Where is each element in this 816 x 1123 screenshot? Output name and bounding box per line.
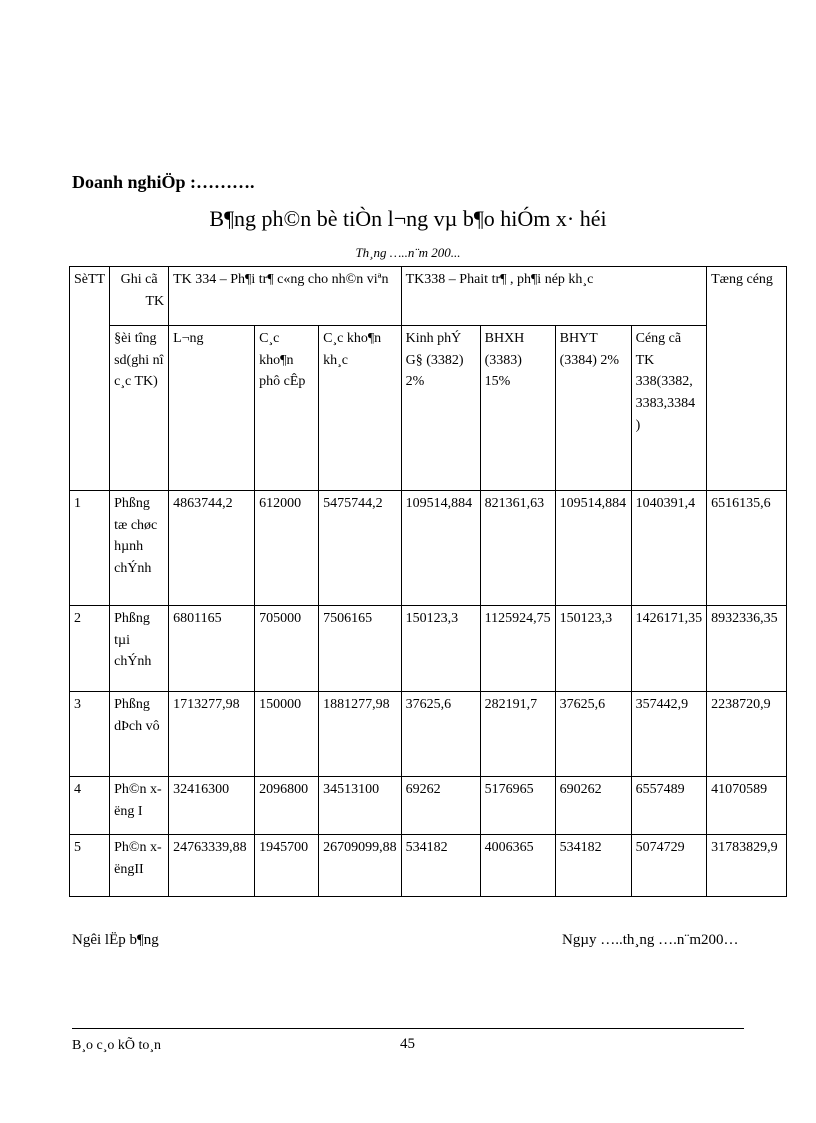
cell-grand-total: 2238720,9 xyxy=(707,692,787,777)
cell-grand-total: 41070589 xyxy=(707,777,787,835)
preparer-label: Ngêi lËp b¶ng xyxy=(72,932,159,948)
period-line: Th¸ng …..n¨m 200... xyxy=(355,245,461,260)
cell-social-insurance: 4006365 xyxy=(480,835,555,897)
footer-divider xyxy=(72,1028,744,1029)
cell-allowance: 1945700 xyxy=(255,835,319,897)
cell-other: 1881277,98 xyxy=(319,692,402,777)
table-row xyxy=(70,692,787,777)
table-row xyxy=(70,835,787,897)
company-name: Doanh nghiÖp :………. xyxy=(72,172,255,192)
cell-salary: 32416300 xyxy=(169,777,255,835)
cell-other: 26709099,88 xyxy=(319,835,402,897)
cell-grand-total: 8932336,35 xyxy=(707,606,787,692)
row-stt: 3 xyxy=(70,692,110,777)
cell-allowance: 2096800 xyxy=(255,777,319,835)
header-account xyxy=(110,267,169,326)
header-total: Tæng céng xyxy=(707,267,787,491)
cell-social-insurance: 282191,7 xyxy=(480,692,555,777)
cell-allowance: 150000 xyxy=(255,692,319,777)
signature-date-line: Ngµy …..th¸ng ….n¨m200… xyxy=(562,932,739,948)
header-health-insurance: BHYT (3384) 2% xyxy=(555,326,631,491)
header-other: C¸c kho¶n kh¸c xyxy=(319,326,402,491)
header-social-insurance: BHXH (3383) 15% xyxy=(480,326,555,491)
cell-other: 7506165 xyxy=(319,606,402,692)
cell-union-fee: 69262 xyxy=(401,777,480,835)
header-stt: SèTT xyxy=(70,267,110,491)
header-debit-object: §èi tîng sd(ghi nî c¸c TK) xyxy=(110,326,169,491)
row-name: Ph©n xëngII xyxy=(110,835,169,897)
row-name: Phßng dÞch vô xyxy=(110,692,169,777)
cell-social-insurance: 1125924,75 xyxy=(480,606,555,692)
cell-other: 34513100 xyxy=(319,777,402,835)
table-row xyxy=(70,491,787,606)
cell-health-insurance: 109514,884 xyxy=(555,491,631,606)
cell-total-338: 6557489 xyxy=(631,777,707,835)
cell-total-338: 1040391,4 xyxy=(631,491,707,606)
cell-total-338: 357442,9 xyxy=(631,692,707,777)
cell-allowance: 612000 xyxy=(255,491,319,606)
cell-social-insurance: 5176965 xyxy=(480,777,555,835)
table-row xyxy=(70,606,787,692)
header-group-338: TK338 – Phait tr¶ , ph¶i nép kh¸c xyxy=(401,267,706,326)
row-stt: 4 xyxy=(70,777,110,835)
header-allowance: C¸c kho¶n phô cÊp xyxy=(255,326,319,491)
header-group-334: TK 334 – Ph¶i tr¶ c«ng cho nh©n viªn xyxy=(169,267,402,326)
page-number: 45 xyxy=(400,1036,415,1052)
row-name: Phßng tµi chÝnh xyxy=(110,606,169,692)
row-stt: 2 xyxy=(70,606,110,692)
cell-union-fee: 150123,3 xyxy=(401,606,480,692)
header-salary: L¬ng xyxy=(169,326,255,491)
cell-grand-total: 6516135,6 xyxy=(707,491,787,606)
table-row xyxy=(70,777,787,835)
row-stt: 1 xyxy=(70,491,110,606)
payroll-allocation-table xyxy=(69,266,787,897)
cell-health-insurance: 37625,6 xyxy=(555,692,631,777)
cell-union-fee: 109514,884 xyxy=(401,491,480,606)
cell-salary: 6801165 xyxy=(169,606,255,692)
report-label: B¸o c¸o kÕ to¸n xyxy=(72,1038,162,1053)
cell-grand-total: 31783829,9 xyxy=(707,835,787,897)
cell-total-338: 1426171,35 xyxy=(631,606,707,692)
cell-health-insurance: 150123,3 xyxy=(555,606,631,692)
cell-salary: 4863744,2 xyxy=(169,491,255,606)
cell-salary: 1713277,98 xyxy=(169,692,255,777)
cell-total-338: 5074729 xyxy=(631,835,707,897)
header-account-line2: TK xyxy=(145,293,165,309)
cell-union-fee: 534182 xyxy=(401,835,480,897)
header-account-line1: Ghi cã xyxy=(120,272,158,287)
cell-health-insurance: 690262 xyxy=(555,777,631,835)
cell-social-insurance: 821361,63 xyxy=(480,491,555,606)
row-stt: 5 xyxy=(70,835,110,897)
cell-other: 5475744,2 xyxy=(319,491,402,606)
header-union-fee: Kinh phÝ G§ (3382) 2% xyxy=(401,326,480,491)
cell-allowance: 705000 xyxy=(255,606,319,692)
header-total-338: Céng cã TK 338(3382, 3383,3384 ) xyxy=(631,326,707,491)
cell-union-fee: 37625,6 xyxy=(401,692,480,777)
row-name: Phßng tæ chøc hµnh chÝnh xyxy=(110,491,169,606)
cell-health-insurance: 534182 xyxy=(555,835,631,897)
page-title: B¶ng ph©n bè tiÒn l¬ng vµ b¶o hiÓm x· héi xyxy=(209,206,607,231)
row-name: Ph©n xëng I xyxy=(110,777,169,835)
cell-salary: 24763339,88 xyxy=(169,835,255,897)
